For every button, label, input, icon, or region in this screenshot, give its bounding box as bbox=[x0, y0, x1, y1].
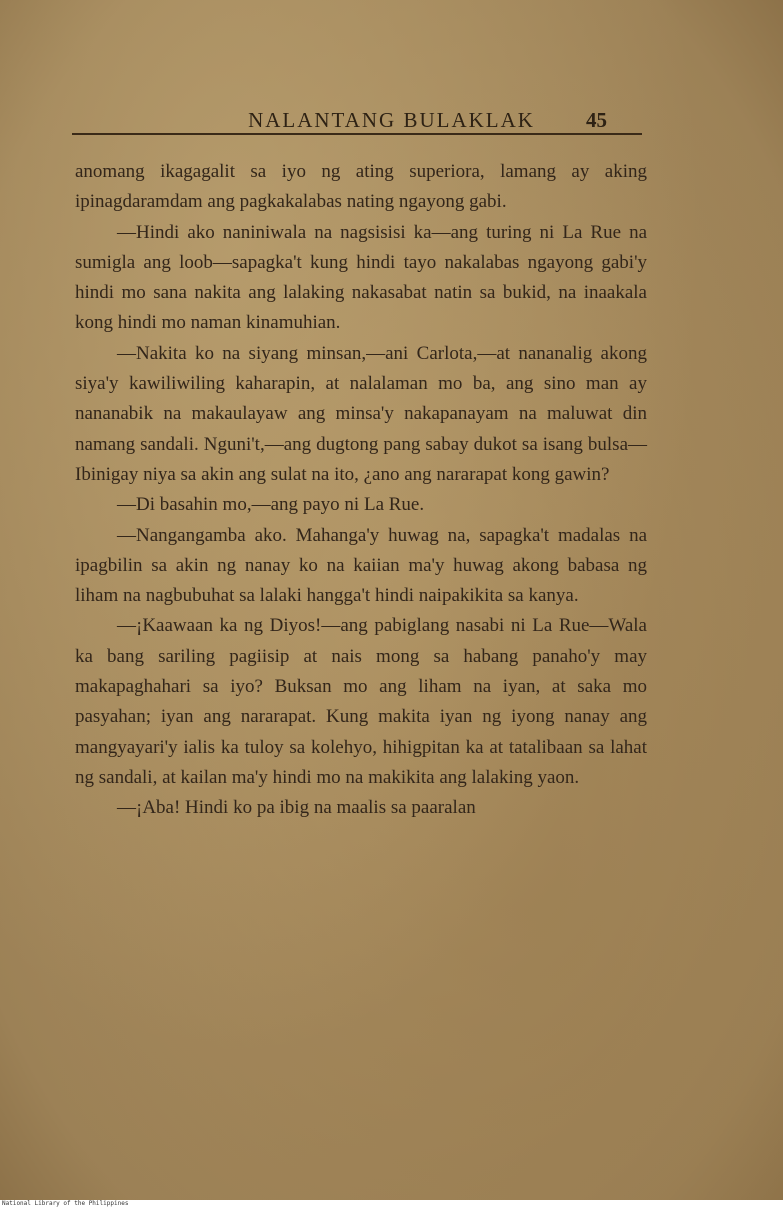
paragraph: —¡Aba! Hindi ko pa ibig na maalis sa paaralan bbox=[117, 797, 476, 819]
paragraph: —¡Kaawaan ka ng Diyos!—ang pabiglang nasabi ni La Rue—Wala ka bang sariling pagiisip at nais mong sa habang panaho'y may makapaghahari sa iyo? Buksan mo ang liham na iyan, at saka mo pasyahan; iyan ang nararapat. Kung makita iyan ng iyong nanay ang mangyayari'y ialis ka tuloy sa kolehyo, hihigpitan ka at tatalibaan sa lahat ng sandali, at kailan ma'y hindi mo na makikita ang lalaking yaon. bbox=[75, 615, 647, 788]
scan-footer bbox=[0, 1200, 783, 1208]
running-title: NALANTANG BULAKLAK bbox=[248, 108, 535, 132]
paragraph: —Hindi ako naniniwala na nagsisisi ka—ang turing ni La Rue na sumigla ang loob—sapagka't kung hindi tayo nakalabas ngayong gabi'y hindi mo sana nakita ang lalaking nakasabat natin sa bukid, na inaakala kong hindi mo naman kinamuhian. bbox=[75, 221, 647, 334]
paragraph: —Di basahin mo,—ang payo ni La Rue. bbox=[117, 494, 425, 516]
paragraph: —Nakita ko na siyang minsan,—ani Carlota,—at nananalig akong siya'y kawiliwiling kaharapin, at nalalaman mo ba, ang sino man ay nananabik na makaulayaw ang minsa'y nakapanayam na maluwat din namang sandali. Nguni't,—ang dugtong pang sabay dukot sa isang bulsa—Ibinigay niya sa akin ang sulat na ito, ¿ano ang nararapat kong gawin? bbox=[75, 342, 647, 485]
header-rule bbox=[72, 133, 642, 135]
paragraph: anomang ikagagalit sa iyo ng ating superiora, lamang ay aking ipinagdaramdam ang pagkakalabas nating ngayong gabi. bbox=[75, 161, 647, 213]
body-text bbox=[75, 157, 647, 824]
library-credit: National Library of the Philippines bbox=[2, 1200, 129, 1207]
page-number: 45 bbox=[586, 108, 607, 132]
paragraph: —Nangangamba ako. Mahanga'y huwag na, sapagka't madalas na ipagbilin sa akin ng nanay ko na kaiian ma'y huwag akong babasa ng liham na nagbubuhat sa lalaki hangga't hindi naipakikita sa kanya. bbox=[75, 524, 647, 607]
